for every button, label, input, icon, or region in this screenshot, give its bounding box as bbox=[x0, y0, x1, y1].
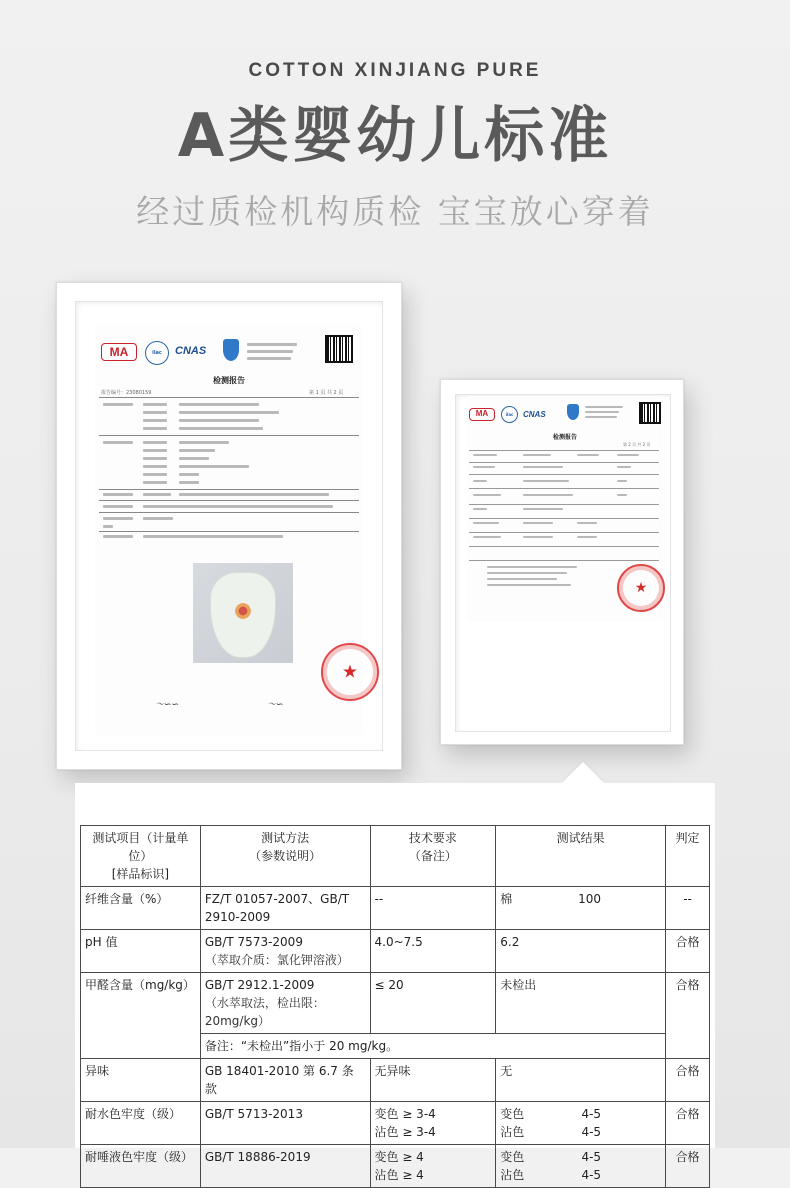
table-row bbox=[81, 887, 710, 930]
right-report-frame bbox=[440, 379, 684, 745]
left-report-frame bbox=[56, 282, 402, 770]
cma-logo: MA bbox=[101, 343, 137, 361]
page-headline: A类婴幼儿标准 bbox=[177, 101, 613, 171]
cell-requirement: 变色 ≥ 3-4 沾色 ≥ 3-4 bbox=[370, 1102, 496, 1145]
page-tagline: 经过质检机构质检 宝宝放心穿着 bbox=[136, 192, 654, 231]
header-item: 测试项目（计量单位） [样品标识] bbox=[81, 826, 201, 887]
ilac-logo: ilac bbox=[501, 406, 518, 423]
signature-1: ～∽∽ bbox=[155, 700, 180, 710]
qr-code bbox=[325, 335, 353, 363]
qr-code bbox=[639, 402, 661, 424]
table-row bbox=[81, 1145, 710, 1188]
cell-verdict: 合格 bbox=[666, 1102, 710, 1145]
cell-item: 甲醛含量（mg/kg） bbox=[81, 973, 201, 1059]
cell-method: FZ/T 01057-2007、GB/T 2910-2009 bbox=[200, 887, 370, 930]
header-method: 测试方法 （参数说明） bbox=[200, 826, 370, 887]
report-number: 报告编号：23080159 bbox=[101, 390, 152, 396]
cell-method: GB/T 2912.1-2009 （水萃取法，检出限：20mg/kg） bbox=[200, 973, 370, 1034]
header-result: 测试结果 bbox=[496, 826, 666, 887]
cell-requirement: 4.0~7.5 bbox=[370, 930, 496, 973]
sample-photo bbox=[193, 563, 293, 663]
cnas-logo: CNAS bbox=[523, 410, 546, 419]
cell-verdict: 合格 bbox=[666, 973, 710, 1059]
table-header-row bbox=[81, 826, 710, 887]
table-row bbox=[81, 1059, 710, 1102]
official-seal: ★ bbox=[617, 564, 665, 612]
left-report-document bbox=[95, 325, 363, 735]
cell-item: 耐水色牢度（级） bbox=[81, 1102, 201, 1145]
report-page: 第 2 页 共 2 页 bbox=[623, 442, 651, 447]
cell-verdict: 合格 bbox=[666, 930, 710, 973]
cell-method: GB/T 5713-2013 bbox=[200, 1102, 370, 1145]
cell-verdict: -- bbox=[666, 887, 710, 930]
cell-method: GB/T 7573-2009 （萃取介质：氯化钾溶液） bbox=[200, 930, 370, 973]
cell-remark: 备注：“未检出”指小于 20 mg/kg。 bbox=[200, 1034, 665, 1059]
cell-item: 异味 bbox=[81, 1059, 201, 1102]
cell-item: 纤维含量（%） bbox=[81, 887, 201, 930]
cell-result: 变色 4-5 沾色 4-5 bbox=[496, 1102, 666, 1145]
english-subtitle: COTTON XINJIANG PURE bbox=[248, 60, 542, 81]
cnas-logo: CNAS bbox=[175, 345, 207, 357]
test-results-table bbox=[80, 825, 710, 1188]
cell-result: 无 bbox=[496, 1059, 666, 1102]
cell-result: 变色 4-5 沾色 4-5 bbox=[496, 1145, 666, 1188]
cell-result: 棉 100 bbox=[496, 887, 666, 930]
report-title: 检测报告 bbox=[213, 376, 245, 385]
shield-logo bbox=[223, 339, 239, 361]
report-page: 第 1 页 共 2 页 bbox=[309, 390, 344, 396]
official-seal: ★ bbox=[321, 643, 379, 701]
header-verdict: 判定 bbox=[666, 826, 710, 887]
cell-item: pH 值 bbox=[81, 930, 201, 973]
right-report-document bbox=[467, 396, 663, 622]
cell-verdict: 合格 bbox=[666, 1059, 710, 1102]
shield-logo bbox=[567, 404, 579, 420]
signature-2: ～∽ bbox=[267, 700, 284, 710]
cell-method: GB/T 18886-2019 bbox=[200, 1145, 370, 1188]
table-row bbox=[81, 973, 710, 1034]
cell-requirement: -- bbox=[370, 887, 496, 930]
table-row bbox=[81, 1102, 710, 1145]
ilac-logo: ilac bbox=[145, 341, 169, 365]
cell-requirement: 无异味 bbox=[370, 1059, 496, 1102]
report-title: 检测报告 bbox=[552, 434, 577, 441]
table-row bbox=[81, 930, 710, 973]
cell-result: 未检出 bbox=[496, 973, 666, 1034]
cell-verdict: 合格 bbox=[666, 1145, 710, 1188]
cell-method: GB 18401-2010 第 6.7 条款 bbox=[200, 1059, 370, 1102]
cma-logo: MA bbox=[469, 408, 495, 421]
header-requirement: 技术要求 （备注） bbox=[370, 826, 496, 887]
test-results-card bbox=[75, 783, 715, 1182]
cell-item: 耐唾液色牢度（级） bbox=[81, 1145, 201, 1188]
cell-requirement: ≤ 20 bbox=[370, 973, 496, 1034]
cell-requirement: 变色 ≥ 4 沾色 ≥ 4 bbox=[370, 1145, 496, 1188]
cell-result: 6.2 bbox=[496, 930, 666, 973]
